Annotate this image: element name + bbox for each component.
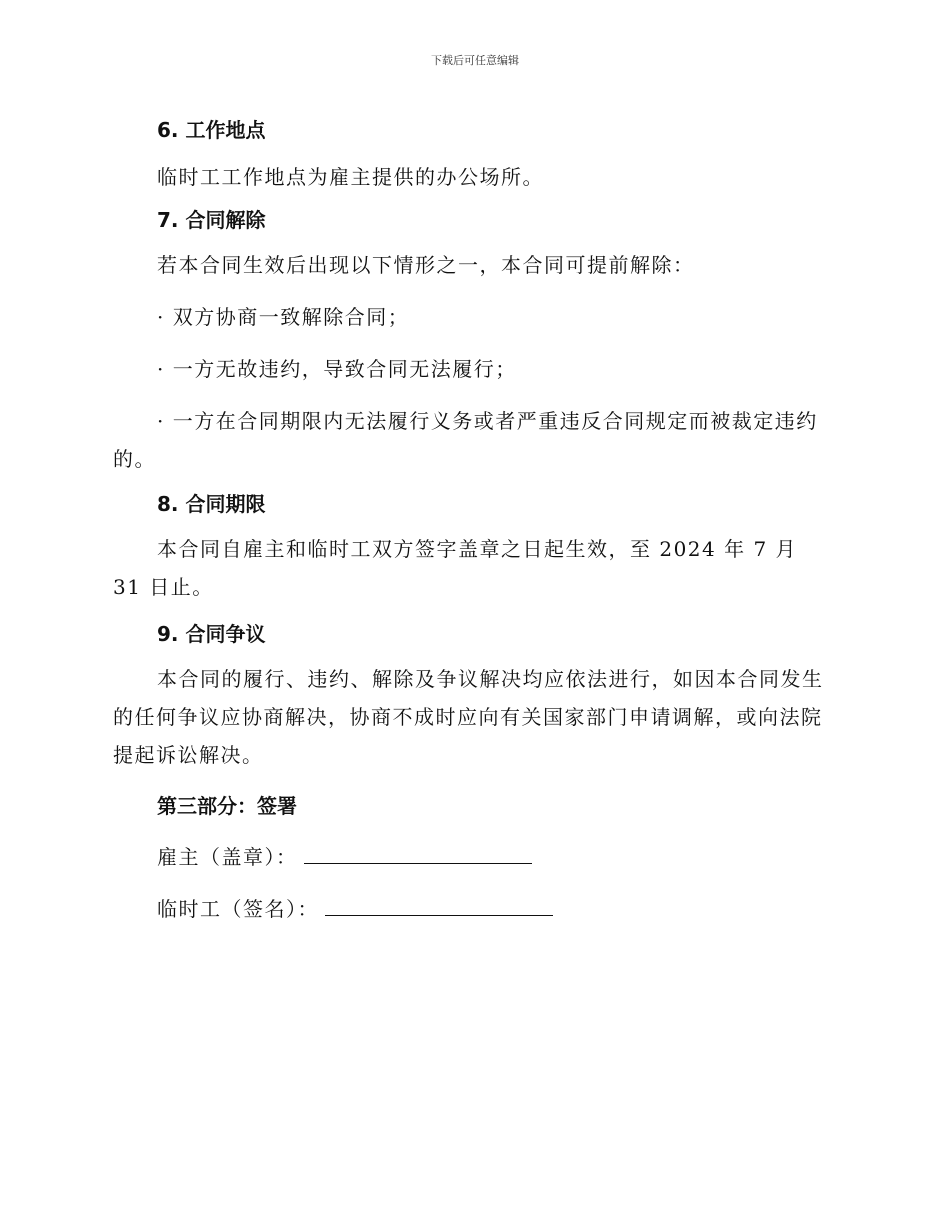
worker-signature-label: 临时工（签名）： — [157, 897, 319, 921]
worker-signature-blank[interactable] — [325, 895, 553, 916]
section-9-body: 本合同的履行、违约、解除及争议解决均应依法进行，如因本合同发生的任何争议应协商解决，协商不成时应向有关国家部门申请调解，或向法院提起诉讼解决。 — [113, 667, 824, 767]
section-7-item-1: · 双方协商一致解除合同； — [157, 305, 410, 329]
employer-signature-line — [113, 838, 833, 876]
section-8-title: 8. 合同期限 — [157, 492, 266, 516]
section-7-item-2: · 一方无故违约，导致合同无法履行； — [157, 357, 517, 381]
part-3-title: 第三部分：签署 — [157, 794, 297, 818]
page-header: 下载后可任意编辑 — [431, 54, 519, 67]
section-9-title: 9. 合同争议 — [157, 622, 266, 646]
section-8-body: 本合同自雇主和临时工双方签字盖章之日起生效，至 2024 年 7 月 31 日止。 — [113, 537, 798, 599]
employer-signature-label: 雇主（盖章）： — [157, 845, 298, 869]
section-6-title: 6. 工作地点 — [157, 118, 266, 142]
document-body — [113, 110, 833, 928]
section-7-intro: 若本合同生效后出现以下情形之一，本合同可提前解除： — [157, 253, 695, 277]
section-6-body: 临时工工作地点为雇主提供的办公场所。 — [157, 165, 544, 189]
employer-signature-blank[interactable] — [304, 843, 532, 864]
section-7-title: 7. 合同解除 — [157, 208, 266, 232]
section-7-item-3: · 一方在合同期限内无法履行义务或者严重违反合同规定而被裁定违约的。 — [113, 409, 818, 471]
worker-signature-line — [113, 890, 833, 928]
